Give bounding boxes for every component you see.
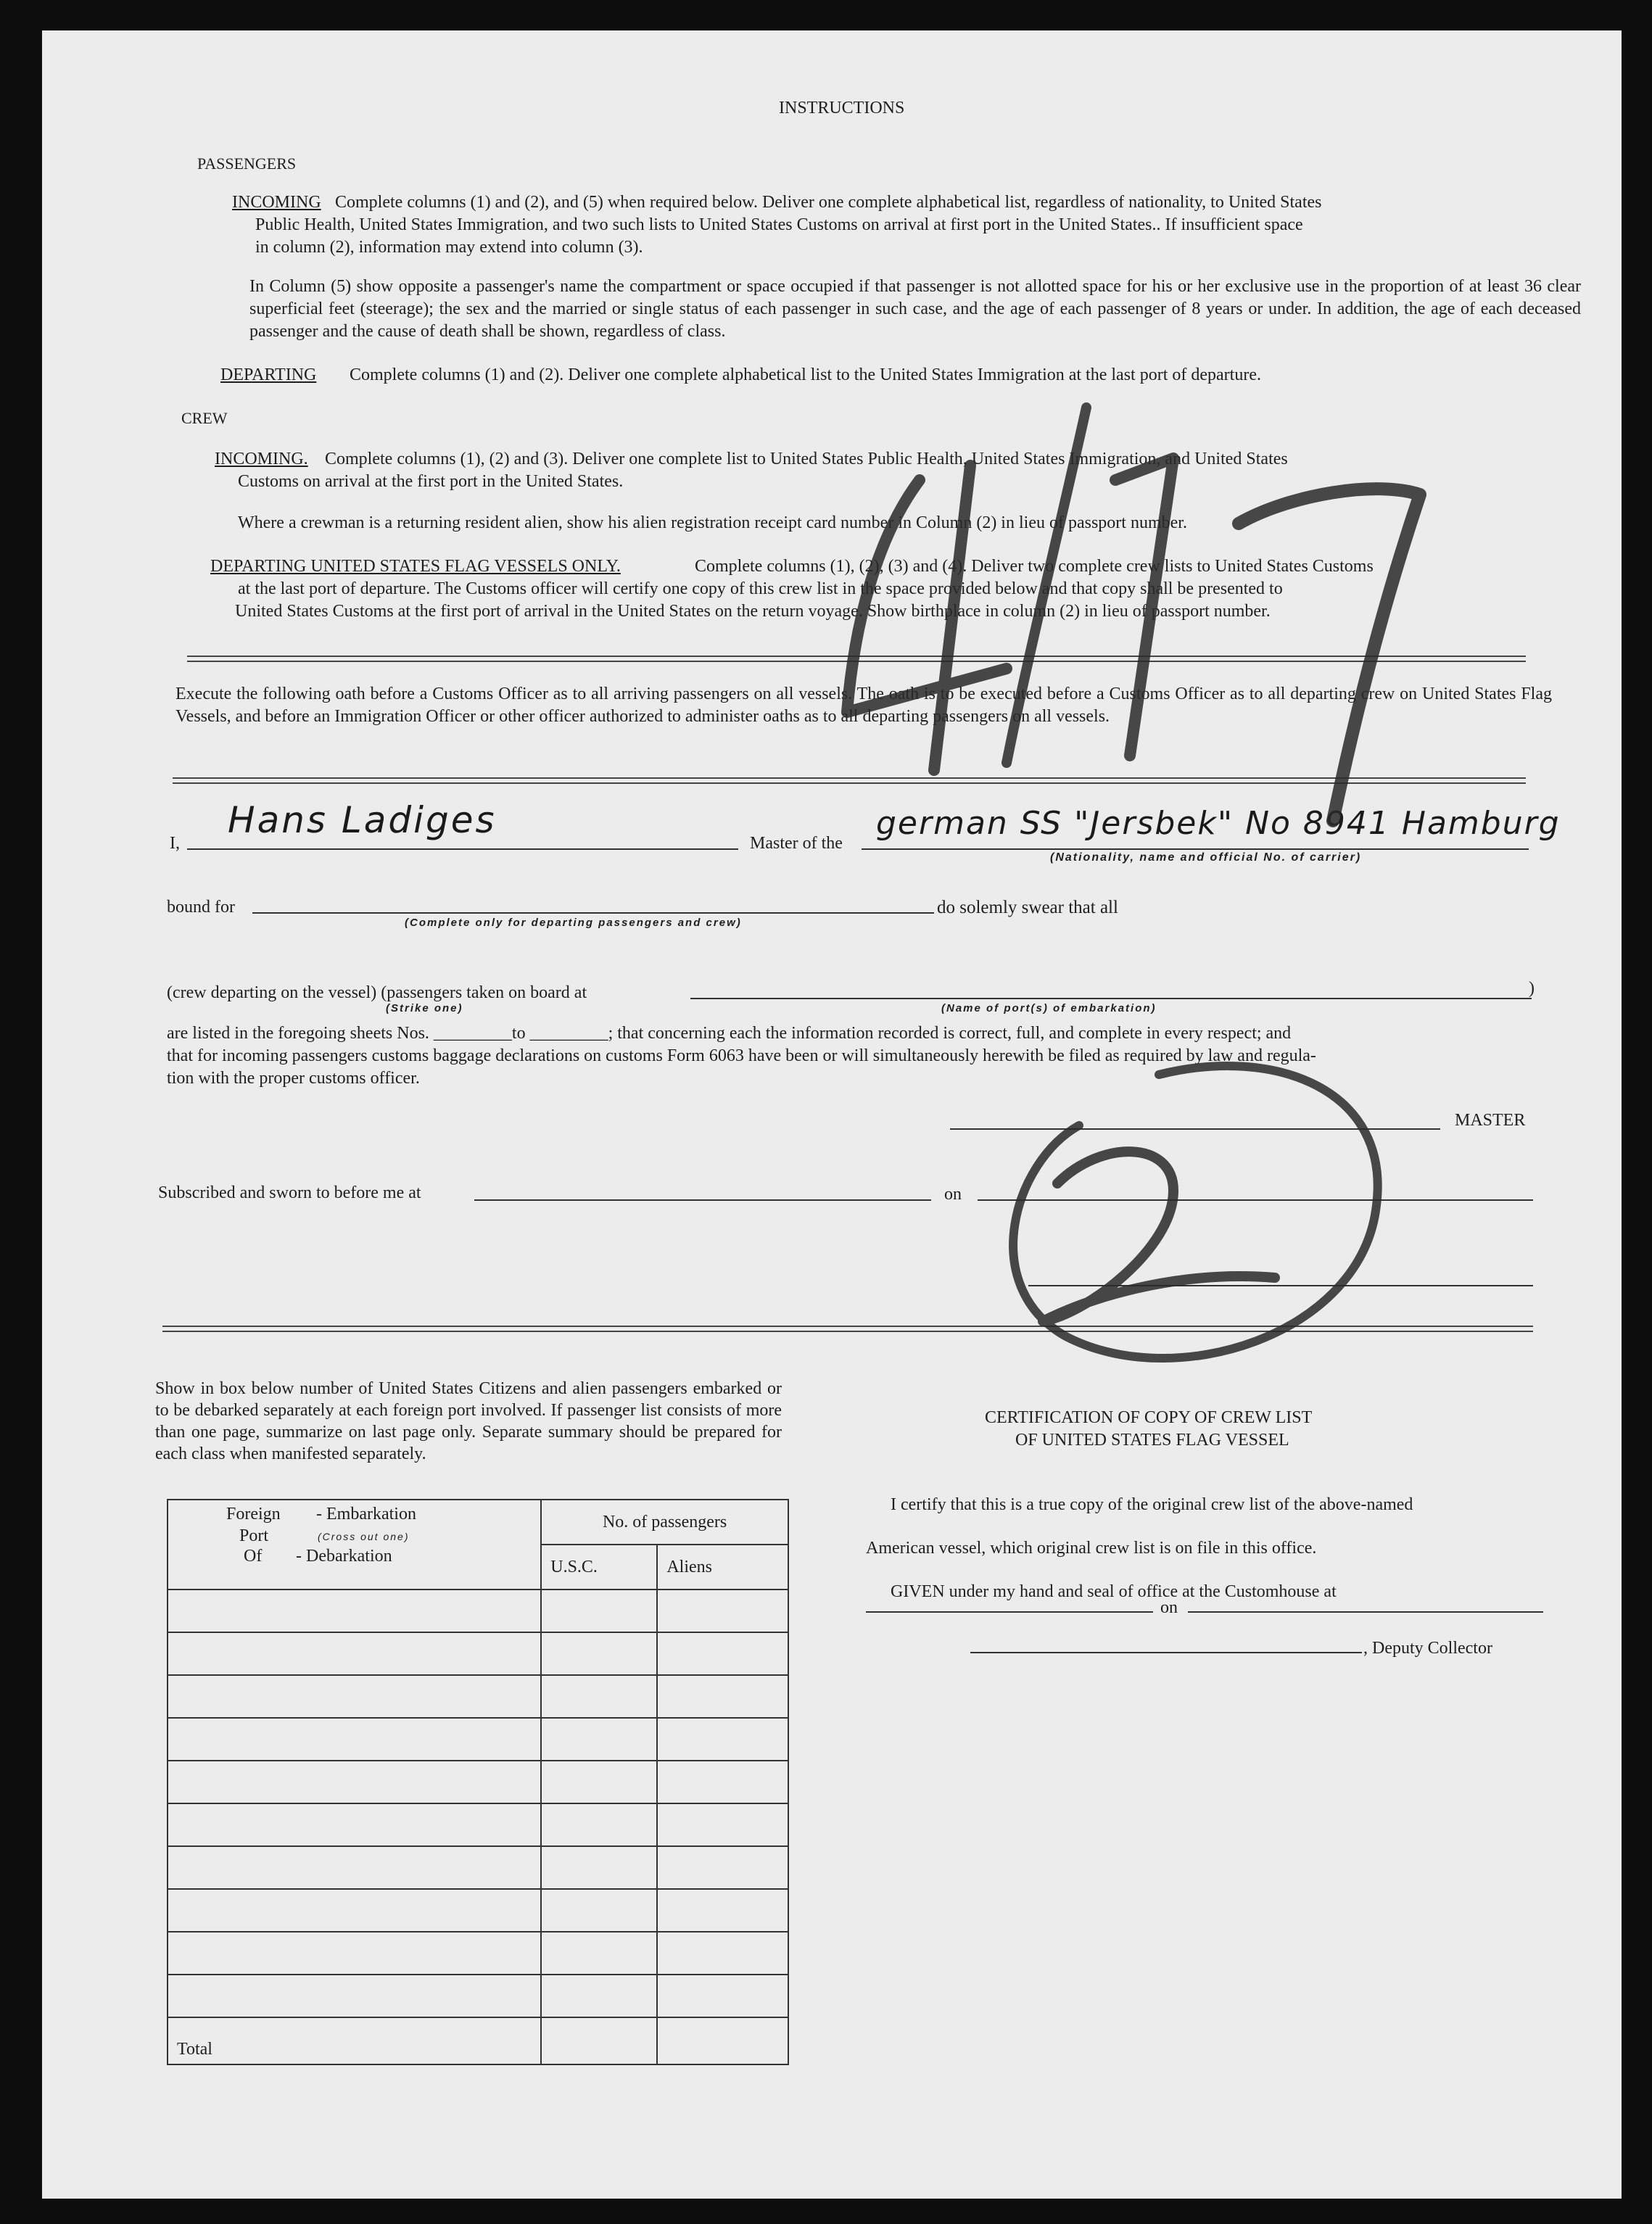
col-aliens: Aliens xyxy=(657,1545,788,1590)
annotation-circled-number xyxy=(1007,1075,1384,1394)
bound-for-label: bound for xyxy=(167,898,235,917)
port-cell[interactable] xyxy=(168,1889,541,1932)
crew-incoming-text-1: Complete columns (1), (2) and (3). Deliver one complete list to United States Public Health, United States Immigration, and United States xyxy=(325,450,1288,468)
port-header-cell xyxy=(168,1500,541,1590)
swear-text: do solemly swear that all xyxy=(937,898,1118,917)
listed-text-1: are listed in the foregoing sheets Nos. _________to _________; that concerning each the information recorded is correct, full, and complete in every respect; and xyxy=(167,1024,1292,1043)
certification-title-2: OF UNITED STATES FLAG VESSEL xyxy=(1015,1431,1289,1450)
usc-cell[interactable] xyxy=(541,1675,657,1718)
aliens-cell[interactable] xyxy=(657,1590,788,1632)
subscribed-place-line xyxy=(474,1199,931,1201)
annotation-large-number xyxy=(862,437,1427,814)
usc-cell[interactable] xyxy=(541,1975,657,2017)
certification-text-1: I certify that this is a true copy of the original crew list of the above-named xyxy=(891,1495,1413,1514)
crew-passenger-statement: (crew departing on the vessel) (passengers taken on board at xyxy=(167,983,587,1002)
table-row xyxy=(168,1632,788,1675)
passengers-heading: PASSENGERS xyxy=(197,154,297,173)
vessel-name: german SS "Jersbek" No 8941 Hamburg xyxy=(876,805,1561,842)
port-cell[interactable] xyxy=(168,1590,541,1632)
crew-departing-label: DEPARTING UNITED STATES FLAG VESSELS ONLY. xyxy=(210,557,621,576)
table-row xyxy=(168,1718,788,1761)
passengers-incoming-label: INCOMING xyxy=(232,193,321,212)
deputy-signature-line xyxy=(970,1652,1362,1653)
aliens-total-cell[interactable] xyxy=(657,2017,788,2064)
crew-list-form-page xyxy=(42,30,1622,2199)
master-name-line xyxy=(187,848,738,850)
port-cell[interactable] xyxy=(168,1846,541,1889)
certification-date-line xyxy=(1188,1611,1543,1613)
table-row xyxy=(168,1846,788,1889)
bound-for-line xyxy=(252,912,934,914)
table-row xyxy=(168,1932,788,1975)
aliens-cell[interactable] xyxy=(657,1846,788,1889)
usc-total-cell[interactable] xyxy=(541,2017,657,2064)
oath-i-label: I, xyxy=(170,834,180,853)
total-label: Total xyxy=(168,2017,541,2064)
col-of: Of xyxy=(244,1547,263,1566)
table-row xyxy=(168,1590,788,1632)
table-row xyxy=(168,1889,788,1932)
aliens-cell[interactable] xyxy=(657,1675,788,1718)
subscribed-on-label: on xyxy=(944,1185,962,1204)
aliens-cell[interactable] xyxy=(657,1932,788,1975)
col-passengers: No. of passengers xyxy=(541,1500,788,1545)
col-foreign: Foreign xyxy=(226,1505,281,1524)
passengers-incoming-text-2: Public Health, United States Immigration, and two such lists to United States Customs on arrival at first port in the United States.. If insufficient space xyxy=(255,215,1303,234)
vessel-line xyxy=(862,848,1529,850)
passengers-incoming-text-3: in column (2), information may extend into column (3). xyxy=(255,238,643,257)
strike-caption: (Strike one) xyxy=(386,1002,463,1014)
col-usc: U.S.C. xyxy=(541,1545,657,1590)
usc-cell[interactable] xyxy=(541,1590,657,1632)
crew-departing-text-2: at the last port of departure. The Customs officer will certify one copy of this crew list in the space provided below and that copy shall be presented to xyxy=(238,579,1283,598)
table-row xyxy=(168,1761,788,1803)
embarkation-line xyxy=(690,998,1532,999)
summary-instructions: Show in box below number of United States Citizens and alien passengers embarked or to be debarked separately at each foreign port involved. If passenger list consists of more than one page, summarize on last page only. Separate summary should be prepared for each class when manifested separately. xyxy=(155,1379,782,1463)
oath-intro: Execute the following oath before a Customs Officer as to all arriving passengers on all vessels. The oath is to be executed before a Customs Officer as to all departing crew on United States Flag Vessels, and before an Immigration Officer or other officer authorized to administer oaths as to all departing passengers on all vessels. xyxy=(175,685,1552,726)
column5-instructions: In Column (5) show opposite a passenger's name the compartment or space occupied if that passenger is not allotted space for his or her exclusive use in the proportion of at least 36 clear superficial feet (steerage); the sex and the married or single status of each passenger in such case, and the age of each passenger of 8 years or under. In addition, the age of each deceased passenger and the cause of death shall be shown, regardless of class. xyxy=(249,277,1581,341)
vessel-caption: (Nationality, name and official No. of carrier) xyxy=(1050,851,1362,864)
crew-departing-text-3: United States Customs at the first port of arrival in the United States on the return voyage. Show birthplace in column (2) in lieu of passport number. xyxy=(235,602,1271,621)
table-row xyxy=(168,1803,788,1846)
table-row xyxy=(168,1675,788,1718)
close-paren: ) xyxy=(1529,979,1535,998)
aliens-cell[interactable] xyxy=(657,1889,788,1932)
usc-cell[interactable] xyxy=(541,1761,657,1803)
certification-text-2: American vessel, which original crew list is on file in this office. xyxy=(866,1539,1317,1558)
col-cross-out: (Cross out one) xyxy=(318,1531,410,1542)
certification-text-3: GIVEN under my hand and seal of office at the Customhouse at xyxy=(891,1582,1337,1601)
table-row xyxy=(168,1975,788,2017)
subscribed-label: Subscribed and sworn to before me at xyxy=(158,1183,421,1202)
col-port: Port xyxy=(239,1526,269,1545)
crewman-instructions: Where a crewman is a returning resident alien, show his alien registration receipt card number in Column (2) in lieu of passport number. xyxy=(238,513,1187,532)
certification-on-label: on xyxy=(1160,1598,1178,1617)
crew-incoming-text-2: Customs on arrival at the first port in the United States. xyxy=(238,472,624,491)
port-cell[interactable] xyxy=(168,1975,541,2017)
port-cell[interactable] xyxy=(168,1761,541,1803)
port-cell[interactable] xyxy=(168,1718,541,1761)
crew-incoming-label: INCOMING. xyxy=(215,450,308,468)
usc-cell[interactable] xyxy=(541,1846,657,1889)
port-cell[interactable] xyxy=(168,1932,541,1975)
aliens-cell[interactable] xyxy=(657,1632,788,1675)
listed-text-3: tion with the proper customs officer. xyxy=(167,1069,420,1088)
usc-cell[interactable] xyxy=(541,1632,657,1675)
customhouse-line xyxy=(866,1611,1153,1613)
listed-text-2: that for incoming passengers customs baggage declarations on customs Form 6063 have been or will simultaneously herewith be filed as required by law and regula- xyxy=(167,1046,1316,1065)
passenger-summary-table xyxy=(167,1499,789,2065)
master-label: MASTER xyxy=(1455,1111,1526,1130)
usc-cell[interactable] xyxy=(541,1718,657,1761)
crew-departing-text-1: Complete columns (1), (2), (3) and (4). Deliver two complete crew lists to United States Customs xyxy=(695,557,1374,576)
aliens-cell[interactable] xyxy=(657,1761,788,1803)
aliens-cell[interactable] xyxy=(657,1718,788,1761)
port-cell[interactable] xyxy=(168,1803,541,1846)
aliens-cell[interactable] xyxy=(657,1803,788,1846)
port-cell[interactable] xyxy=(168,1632,541,1675)
embarkation-caption: (Name of port(s) of embarkation) xyxy=(941,1002,1157,1014)
passengers-departing-label: DEPARTING xyxy=(220,365,317,384)
col-debarkation: - Debarkation xyxy=(296,1547,392,1566)
col-embarkation: - Embarkation xyxy=(316,1505,416,1524)
deputy-collector-label: , Deputy Collector xyxy=(1363,1639,1492,1658)
passengers-departing-text: Complete columns (1) and (2). Deliver one complete alphabetical list to the United States Immigration at the last port of departure. xyxy=(350,365,1261,384)
bound-for-caption: (Complete only for departing passengers and crew) xyxy=(405,917,742,929)
usc-cell[interactable] xyxy=(541,1803,657,1846)
usc-cell[interactable] xyxy=(541,1932,657,1975)
passengers-incoming-text-1: Complete columns (1) and (2), and (5) when required below. Deliver one complete alphabetical list, regardless of nationality, to United States xyxy=(335,193,1322,212)
instructions-title: INSTRUCTIONS xyxy=(779,99,905,117)
usc-cell[interactable] xyxy=(541,1889,657,1932)
certification-title-1: CERTIFICATION OF COPY OF CREW LIST xyxy=(985,1408,1313,1427)
master-name: Hans Ladiges xyxy=(228,799,497,841)
aliens-cell[interactable] xyxy=(657,1975,788,2017)
total-row xyxy=(168,2017,788,2064)
master-of-label: Master of the xyxy=(750,834,843,853)
crew-heading: CREW xyxy=(181,409,228,427)
port-cell[interactable] xyxy=(168,1675,541,1718)
